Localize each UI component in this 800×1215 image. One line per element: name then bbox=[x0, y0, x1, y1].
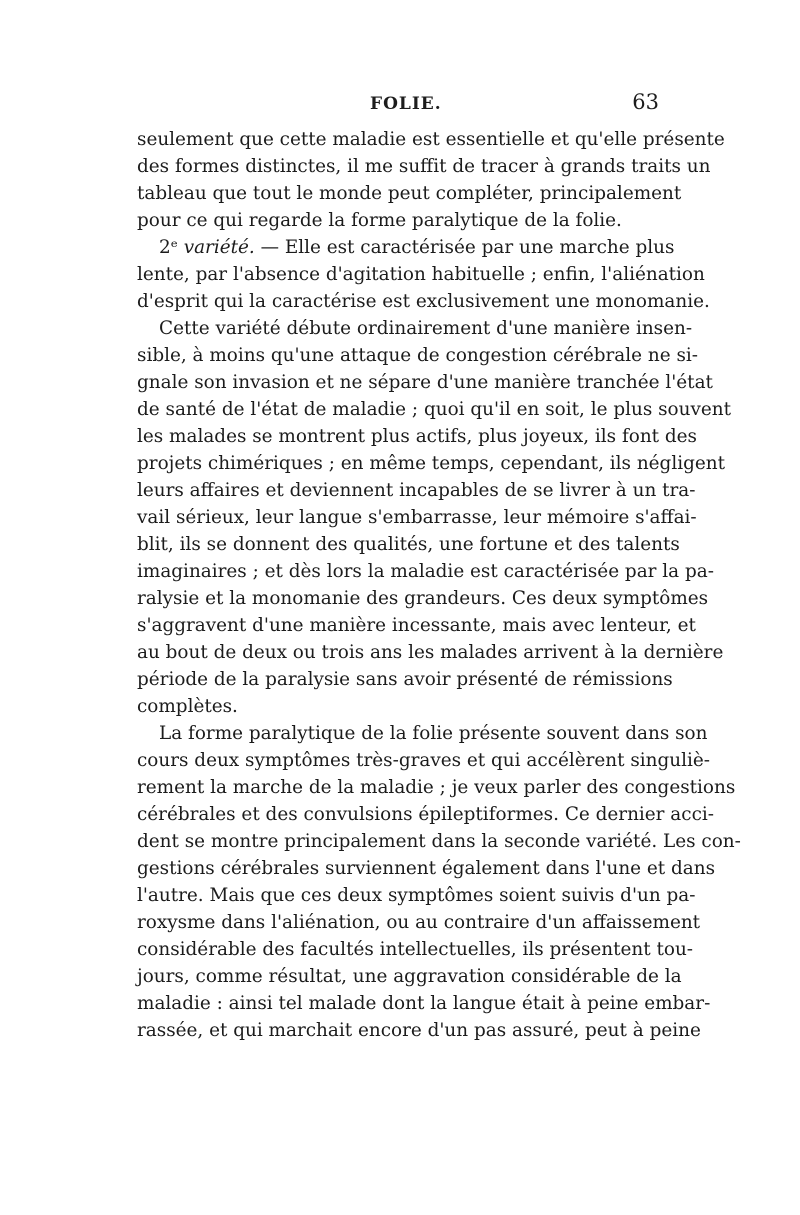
page-number: 63 bbox=[632, 90, 659, 114]
text-line: pour ce qui regarde la forme paralytique de la folie. bbox=[137, 210, 622, 231]
variety-label: variété. bbox=[183, 237, 255, 258]
running-title: FOLIE. bbox=[370, 94, 442, 114]
text-line-rest: — Elle est caractérisée par une marche plus bbox=[260, 237, 675, 258]
text-line: cérébrales et des convulsions épileptiformes. Ce dernier acci- bbox=[137, 804, 714, 825]
text-line: lente, par l'absence d'agitation habituelle ; enfin, l'aliénation bbox=[137, 264, 705, 285]
text-line: jours, comme résultat, une aggravation considérable de la bbox=[137, 966, 682, 987]
text-line: tableau que tout le monde peut compléter, principalement bbox=[137, 183, 682, 204]
text-line: vail sérieux, leur langue s'embarrasse, leur mémoire s'affai- bbox=[137, 507, 697, 528]
text-line: seulement que cette maladie est essentielle et qu'elle présente bbox=[137, 129, 725, 150]
text-line: gnale son invasion et ne sépare d'une manière tranchée l'état bbox=[137, 372, 713, 393]
variety-number: 2ᵉ bbox=[159, 237, 178, 258]
paragraph-first-line bbox=[137, 315, 693, 342]
text-line: d'esprit qui la caractérise est exclusivement une monomanie. bbox=[137, 291, 710, 312]
text-line: période de la paralysie sans avoir présenté de rémissions bbox=[137, 669, 673, 690]
text-line: de santé de l'état de maladie ; quoi qu'il en soit, le plus souvent bbox=[137, 399, 731, 420]
variety-heading-line bbox=[137, 234, 675, 261]
text-line: au bout de deux ou trois ans les malades arrivent à la dernière bbox=[137, 642, 724, 663]
body-text bbox=[137, 126, 741, 1044]
text-line: rassée, et qui marchait encore d'un pas assuré, peut à peine bbox=[137, 1020, 701, 1041]
text-line: roxysme dans l'aliénation, ou au contraire d'un affaissement bbox=[137, 912, 701, 933]
text-line: considérable des facultés intellectuelles, ils présentent tou- bbox=[137, 939, 694, 960]
text-line: leurs affaires et deviennent incapables de se livrer à un tra- bbox=[137, 480, 696, 501]
text-line: maladie : ainsi tel malade dont la langue était à peine embar- bbox=[137, 993, 711, 1014]
text-line-content: Cette variété débute ordinairement d'une manière insen- bbox=[159, 318, 693, 339]
text-line: les malades se montrent plus actifs, plus joyeux, ils font des bbox=[137, 426, 697, 447]
text-line: l'autre. Mais que ces deux symptômes soient suivis d'un pa- bbox=[137, 885, 696, 906]
text-line: rement la marche de la maladie ; je veux parler des congestions bbox=[137, 777, 736, 798]
text-line: cours deux symptômes très-graves et qui accélèrent singuliè- bbox=[137, 750, 710, 771]
text-line: gestions cérébrales surviennent également dans l'une et dans bbox=[137, 858, 716, 879]
text-line: dent se montre principalement dans la seconde variété. Les con- bbox=[137, 831, 741, 852]
text-line: projets chimériques ; en même temps, cependant, ils négligent bbox=[137, 453, 725, 474]
text-line: des formes distinctes, il me suffit de tracer à grands traits un bbox=[137, 156, 711, 177]
text-line-content: La forme paralytique de la folie présente souvent dans son bbox=[159, 723, 708, 744]
text-line: s'aggravent d'une manière incessante, mais avec lenteur, et bbox=[137, 615, 696, 636]
text-line: complètes. bbox=[137, 696, 238, 717]
text-line: imaginaires ; et dès lors la maladie est caractérisée par la pa- bbox=[137, 561, 714, 582]
text-line: ralysie et la monomanie des grandeurs. Ces deux symptômes bbox=[137, 588, 709, 609]
running-head bbox=[137, 90, 667, 120]
text-line: blit, ils se donnent des qualités, une fortune et des talents bbox=[137, 534, 680, 555]
text-line: sible, à moins qu'une attaque de congestion cérébrale ne si- bbox=[137, 345, 698, 366]
paragraph-first-line bbox=[137, 720, 708, 747]
